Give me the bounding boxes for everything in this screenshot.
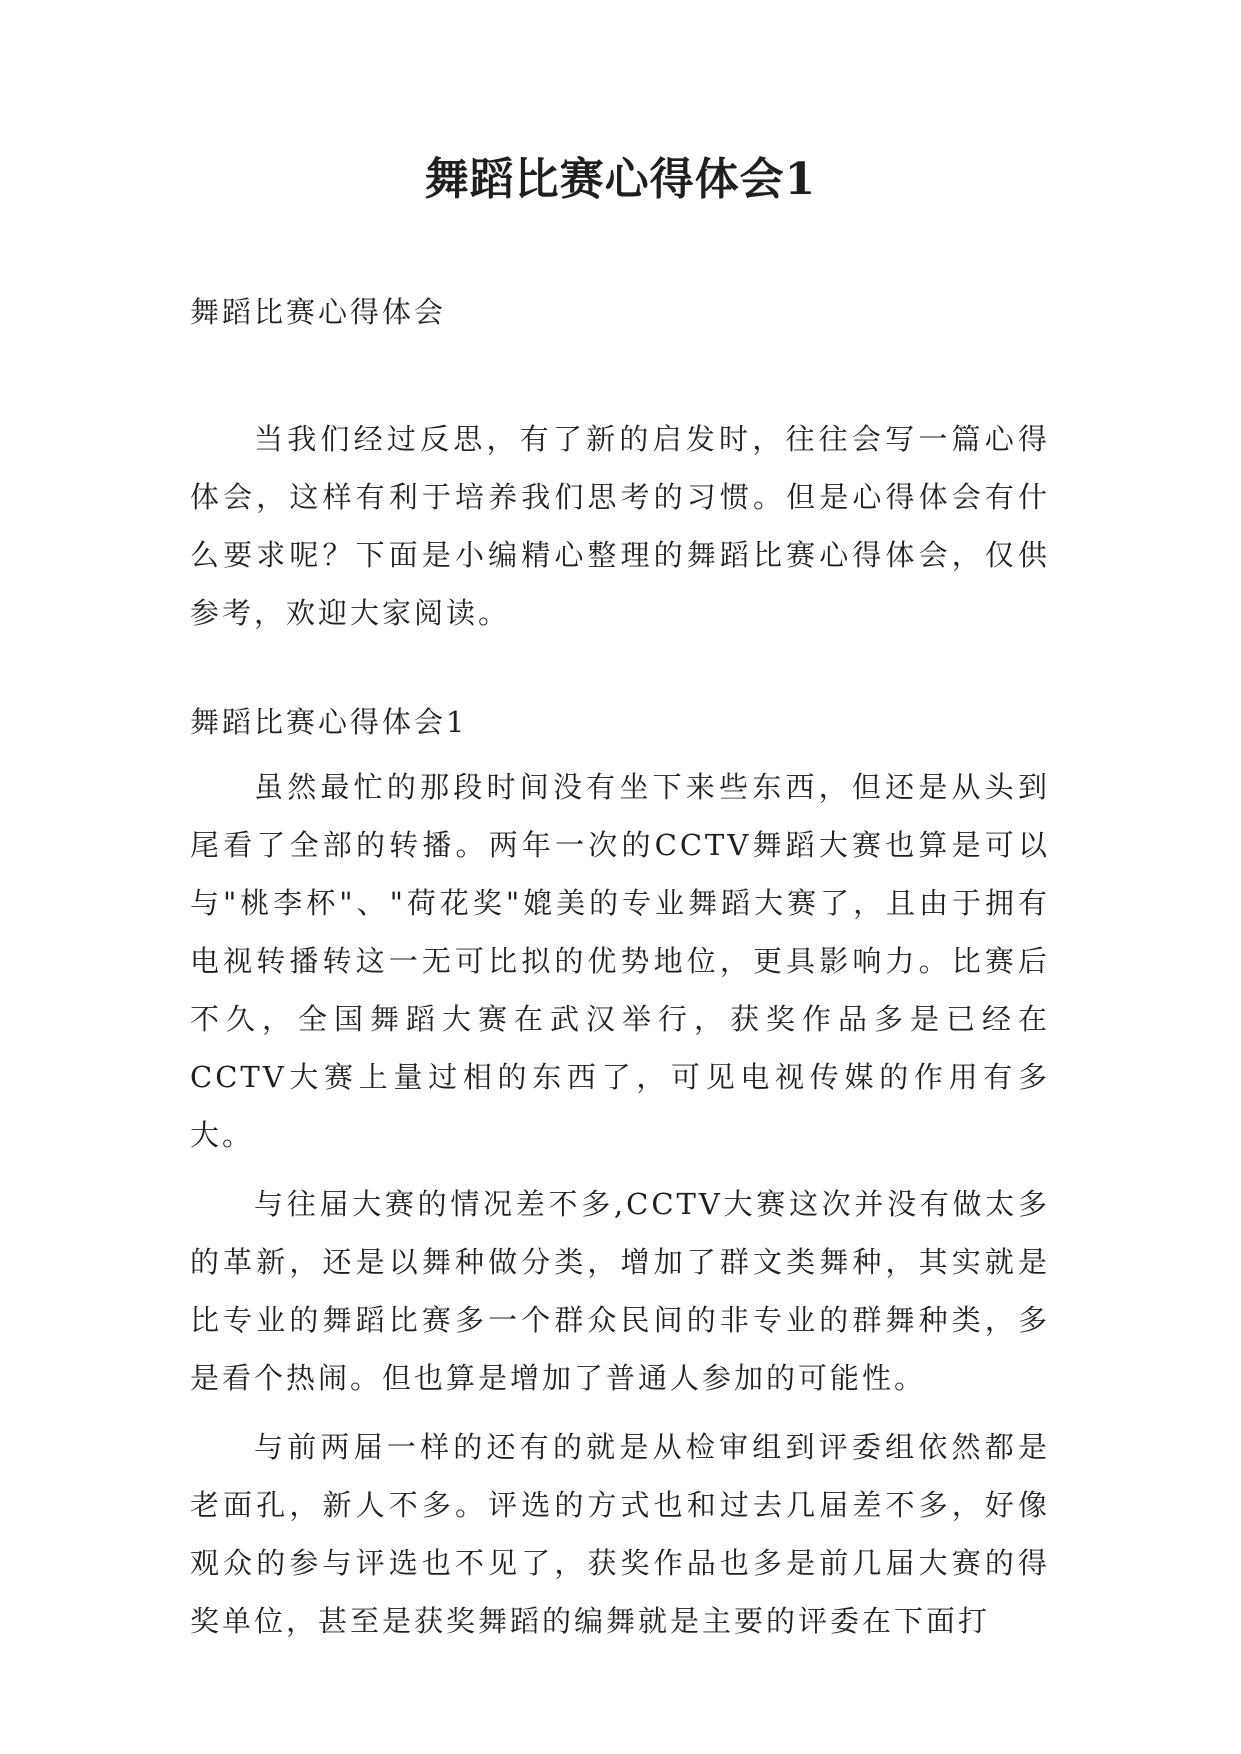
intro-paragraph: 当我们经过反思，有了新的启发时，往往会写一篇心得体会，这样有利于培养我们思考的习惯。但是心得体会有什么要求呢？下面是小编精心整理的舞蹈比赛心得体会，仅供参考，欢迎大家阅读。: [190, 422, 1050, 630]
body-paragraph: 与往届大赛的情况差不多,CCTV大赛这次并没有做太多的革新，还是以舞种做分类，增加了群文类舞种，其实就是比专业的舞蹈比赛多一个群众民间的非专业的群舞种类，多是看个热闹。但也算是增加了普通人参加的可能性。: [190, 1187, 1050, 1395]
document-subtitle: 舞蹈比赛心得体会: [190, 295, 447, 329]
body-paragraph: 虽然最忙的那段时间没有坐下来些东西，但还是从头到尾看了全部的转播。两年一次的CCTV舞蹈大赛也算是可以与"桃李杯"、"荷花奖"媲美的专业舞蹈大赛了，且由于拥有电视转播转这一无可比拟的优势地位，更具影响力。比赛后不久，全国舞蹈大赛在武汉举行，获奖作品多是已经在CCTV大赛上量过相的东西了，可见电视传媒的作用有多大。: [190, 770, 1050, 1152]
body-paragraph: 与前两届一样的还有的就是从检审组到评委组依然都是老面孔，新人不多。评选的方式也和过去几届差不多，好像观众的参与评选也不见了，获奖作品也多是前几届大赛的得奖单位，甚至是获奖舞蹈的编舞就是主要的评委在下面打: [190, 1430, 1050, 1638]
body-paragraphs: [190, 758, 1050, 1661]
section-heading: 舞蹈比赛心得体会1: [190, 705, 468, 739]
document-title: 舞蹈比赛心得体会1: [424, 154, 817, 205]
